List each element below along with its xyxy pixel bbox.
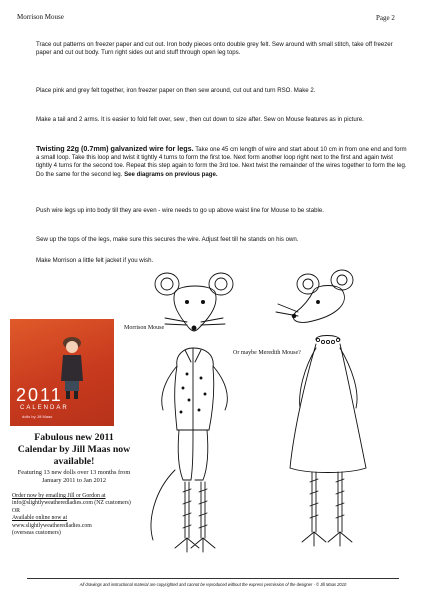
wire-instructions: Take one 45 cm length of wire and start about 10 cm in from one end and form a small loop. Take this loop and twist it tightly 4 turns to form the first toe. Next form another loop right next to the first and again twist tightly 4 turns for the second toe. Repeat this step again to form the 3rd toe. Next twist the remainder of the wires together to form the leg. Do the same for the second leg. <box>36 146 407 178</box>
calendar-year: 2011 <box>16 385 63 405</box>
order-online-link[interactable]: Available online now at <box>12 515 68 522</box>
instruction-paragraph-6: Sew up the tops of the legs, make sure this secures the wire. Adjust feet till he stands on his own. <box>36 236 299 243</box>
order-email-link[interactable]: Order now by emailing Jill or Gordon at <box>12 493 106 499</box>
meredith-caption: Or maybe Meredith Mouse? <box>233 350 301 356</box>
instruction-paragraph-7: Make Morrison a little felt jacket if you wish. <box>36 257 154 264</box>
promo-title: Fabulous new 2011 Calendar by Jill Maas now available! <box>17 432 131 467</box>
order-or: OR <box>12 507 21 514</box>
page-number: Page 2 <box>376 14 395 22</box>
instruction-paragraph-3: Make a tail and 2 arms. It is easier to fold felt over, sew , then cut down to size after. Sew on Mouse features as in picture. <box>36 116 364 123</box>
meredith-mouse-drawing <box>268 268 388 568</box>
instruction-paragraph-2: Place pink and grey felt together, iron freezer paper on then sew around, cut out and turn RSO. Make 2. <box>36 87 316 94</box>
calendar-subtitle: dolls by Jill Maas <box>22 414 53 419</box>
calendar-promo <box>14 432 134 485</box>
diagram-reference: See diagrams on previous page. <box>124 170 218 178</box>
instruction-paragraph-5: Push wire legs up into body till they are even - wire needs to go up above waist line for Mouse to be stable. <box>36 207 324 214</box>
copyright-footer: All drawings and instructional material are copyrighted and cannot be reproduced without the express permission of the designer - © Jill Maas 2010 <box>79 582 347 587</box>
order-info <box>12 493 131 537</box>
order-overseas: (overseas customers) <box>12 530 61 537</box>
morrison-mouse-drawing <box>135 270 255 570</box>
promo-subtitle: Featuring 13 new dolls over 13 months from January 2011 to Jan 2012 <box>17 469 131 484</box>
order-email-address: info@slightlyweatheredladies.com (NZ customers) <box>12 500 131 507</box>
footer-divider <box>27 578 399 579</box>
order-website: www.slightlyweatheredladies.com <box>12 522 92 529</box>
wire-heading: Twisting 22g (0.7mm) galvanized wire for legs. <box>36 144 194 153</box>
instruction-paragraph-4 <box>36 145 408 179</box>
calendar-word: CALENDAR <box>20 405 69 411</box>
calendar-cover-image <box>10 319 114 426</box>
header-title: Morrison Mouse <box>17 13 64 21</box>
instruction-paragraph-1: Trace out patterns on freezer paper and cut out. Iron body pieces onto double grey felt. Sew around with small stitch, take off freezer paper and cut out body. Turn right sides out and stuff through open leg tops. <box>36 41 393 57</box>
morrison-caption: Morrison Mouse <box>124 325 165 331</box>
